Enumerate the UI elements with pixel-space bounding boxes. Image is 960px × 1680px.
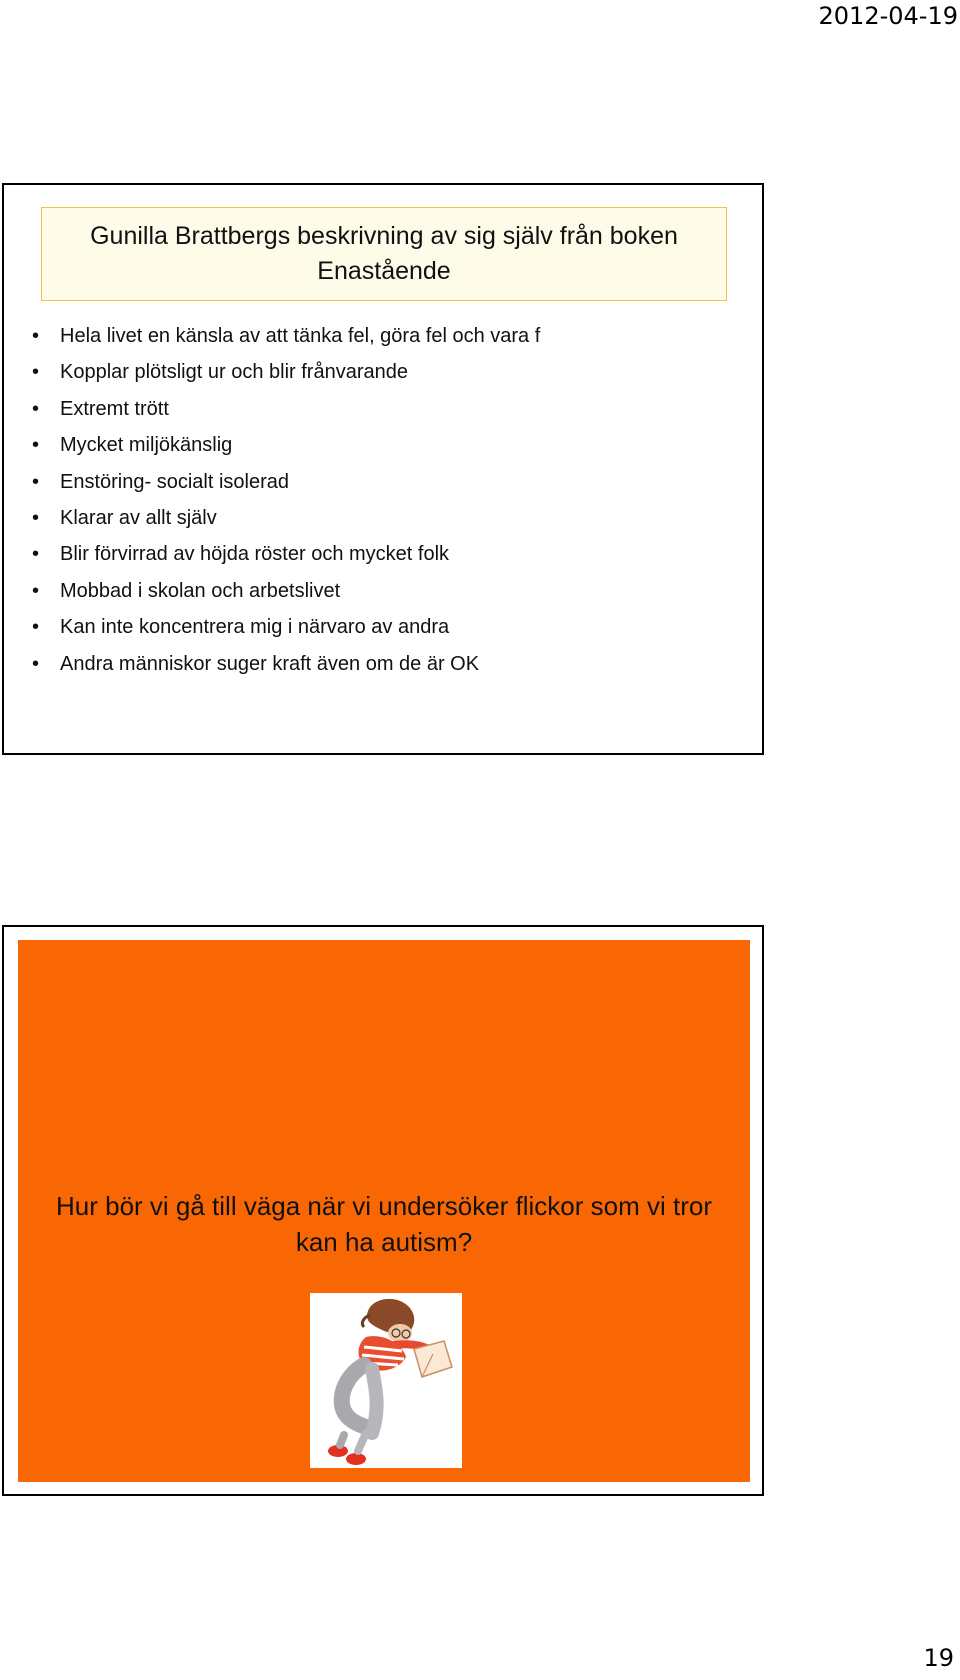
- question-line-2: kan ha autism?: [295, 1227, 473, 1257]
- header-date: 2012-04-19: [818, 2, 958, 30]
- bullet-item: • Enstöring- socialt isolerad: [30, 464, 540, 500]
- orange-panel: [18, 940, 750, 1482]
- girl-reading-illustration: [310, 1293, 462, 1468]
- slide-title-line-2: Enastående: [317, 257, 451, 285]
- question-line-1: Hur bör vi gå till väga när vi undersöker flickor som vi tror: [55, 1191, 712, 1221]
- bullet-item: • Klarar av allt själv: [30, 500, 540, 536]
- bullet-item: • Andra människor suger kraft även om de är OK: [30, 646, 540, 682]
- slide-title-line-1: Gunilla Brattbergs beskrivning av sig själv från boken: [90, 222, 678, 250]
- bullet-item: • Mobbad i skolan och arbetslivet: [30, 573, 540, 609]
- bullet-item: • Blir förvirrad av höjda röster och mycket folk: [30, 536, 540, 572]
- bullet-list: [30, 318, 540, 682]
- girl-reading-image: [310, 1293, 462, 1468]
- slide-question: [18, 1188, 750, 1260]
- bullet-item: • Extremt trött: [30, 391, 540, 427]
- slide-2: [2, 925, 764, 1496]
- page-number: 19: [923, 1644, 954, 1672]
- slide-1: [2, 183, 764, 755]
- bullet-item: • Mycket miljökänslig: [30, 427, 540, 463]
- slide-title: [41, 207, 727, 301]
- bullet-item: • Kan inte koncentrera mig i närvaro av andra: [30, 609, 540, 645]
- bullet-item: • Hela livet en känsla av att tänka fel, göra fel och vara f: [30, 318, 540, 354]
- bullet-item: • Kopplar plötsligt ur och blir frånvarande: [30, 354, 540, 390]
